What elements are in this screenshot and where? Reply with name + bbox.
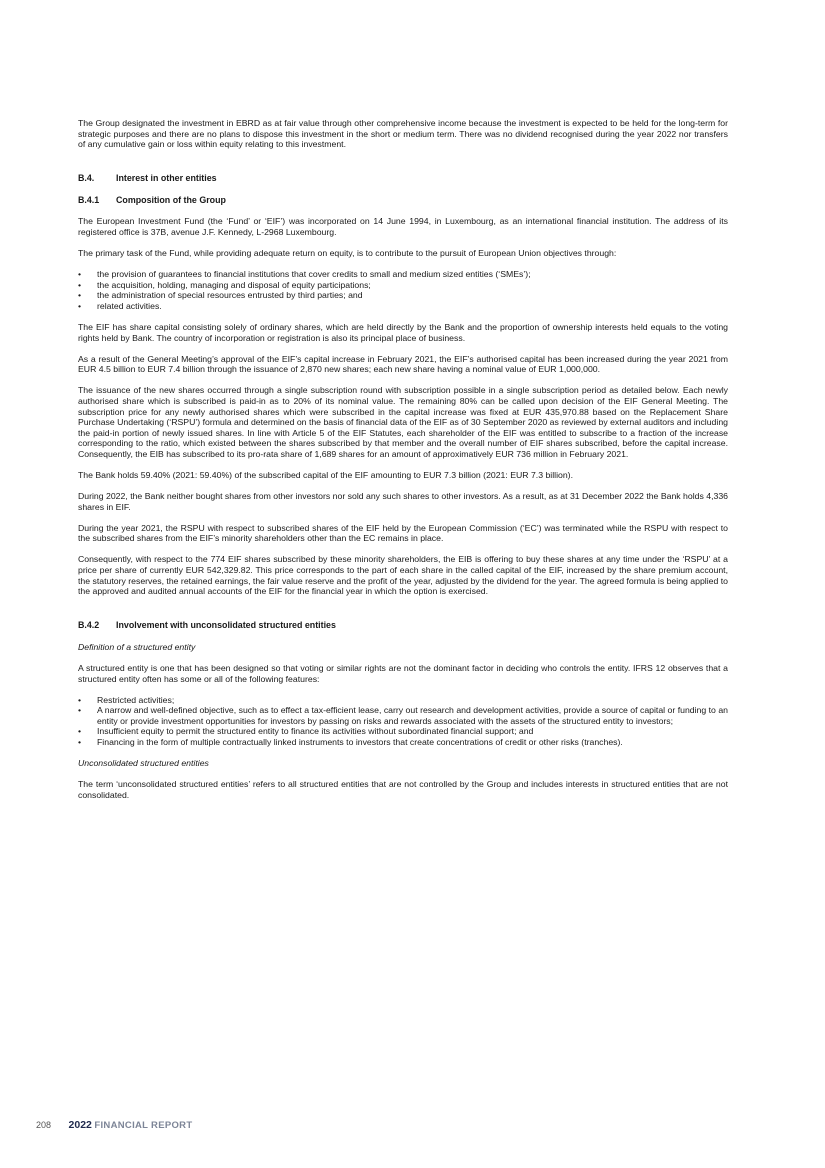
paragraph-rspu-2021: During the year 2021, the RSPU with respect to subscribed shares of the EIF held by the European Commission (‘EC’) was terminated while the RSPU with respect to the subscribed shares from the EIF’s minority shareholders other than the EC remains in place. <box>78 522 728 544</box>
section-title: Interest in other entities <box>116 173 217 184</box>
list-item: • related activities. <box>78 300 162 311</box>
paragraph-capital-increase: As a result of the General Meeting’s approval of the EIF’s capital increase in February 2021, the EIF’s authorised capital has been increased during the year 2021 from EUR 4.5 billion to EUR 7.4 billion through the issuance of 2,870 new shares; each new share having a nominal value of EUR 1,000,000. <box>78 353 728 375</box>
bullet-icon: • <box>78 705 82 716</box>
section-number: B.4.2 <box>78 620 100 631</box>
list-item: • Restricted activities; <box>78 694 175 705</box>
paragraph-bank-holding: The Bank holds 59.40% (2021: 59.40%) of the subscribed capital of the EIF amounting to EUR 7.3 billion (2021: EUR 7.3 billion). <box>78 469 573 480</box>
paragraph-new-shares: The issuance of the new shares occurred through a single subscription round with subscription possible in a single subscription period as detailed below. Each newly authorised share which is subscribed is paid-in as to 20% of its nominal value. The remaining 80% can be called upon decision of the EIF General Meeting. The subscription price for any newly authorised shares which were subscribed in the capital increase was fixed at EUR 435,970.88 based on the Replacement Share Purchase Undertaking (‘RSPU’) formula and determined on the basis of financial data of the EIF as of 30 September 2020 as reviewed by external auditors and including the paid-in portion of newly issued shares. In line with Article 5 of the EIF Statutes, each shareholder of the EIF was entitled to subscribe to a fraction of the increase corresponding to the ratio, which existed between the shares subscribed by that member and the overall number of EIF shares subscribed, before the capital increase. Consequently, the EIB has subscribed to its pro-rata share of 1,689 shares for an amount of approximatively EUR 736 million in February 2021. <box>78 385 728 459</box>
bullet-icon: • <box>78 300 82 311</box>
bullet-icon: • <box>78 726 82 737</box>
section-title: Involvement with unconsolidated structured entities <box>116 620 336 631</box>
section-heading-b41 <box>78 195 728 206</box>
list-item: • Insufficient equity to permit the structured entity to finance its activities without subordinated financial support; and <box>78 726 534 737</box>
objectives-list <box>78 269 728 311</box>
list-item: • A narrow and well-defined objective, such as to effect a tax-efficient lease, carry out research and development activities, provide a source of capital or funding to an entity or provide investment opportunities for investors by passing on risks and rewards associated with the assets of the structured entity to investors; <box>78 705 728 726</box>
paragraph-unconsolidated: The term ‘unconsolidated structured entities’ refers to all structured entities that are not controlled by the Group and includes interests in structured entities that are not consolidated. <box>78 779 728 800</box>
bullet-icon: • <box>78 279 82 290</box>
bullet-icon: • <box>78 269 82 280</box>
page-number: 208 <box>36 1120 52 1130</box>
list-item: • Financing in the form of multiple contractually linked instruments to investors that create concentrations of credit or other risks (tranches). <box>78 736 623 747</box>
bullet-icon: • <box>78 290 82 301</box>
section-heading-b4 <box>78 173 728 184</box>
paragraph-ebrd: The Group designated the investment in EBRD as at fair value through other comprehensive income because the investment is expected to be held for the long-term for strategic purposes and there are no plans to dispose this investment in the short or medium term. There was no dividend recognised during the year 2022 nor transfers of any cumulative gain or loss within equity relating to this investment. <box>78 118 728 150</box>
bullet-icon: • <box>78 694 82 705</box>
subheading-definition: Definition of a structured entity <box>78 641 196 652</box>
list-item: • the provision of guarantees to financial institutions that cover credits to small and medium sized entities (‘SMEs’); <box>78 269 531 280</box>
report-year: 2022 <box>68 1119 92 1131</box>
section-title: Composition of the Group <box>116 194 226 205</box>
page-content <box>78 118 728 811</box>
section-number: B.4.1 <box>78 194 100 205</box>
report-title: FINANCIAL REPORT <box>94 1120 193 1131</box>
paragraph-rspu-price: Consequently, with respect to the 774 EIF shares subscribed by these minority shareholders, the EIB is offering to buy these shares at any time under the ‘RSPU’ at a price per share of currently EUR 542,329.82. This price corresponds to the part of each share in the called capital of the EIF, increased by the share premium account, the statutory reserves, the retained earnings, the fair value reserve and the profit of the year, adjusted by the dividend for the year. The agreed formula is being applied to the approved and audited annual accounts of the EIF for the financial year in which the option is exercised. <box>78 554 728 597</box>
page-footer <box>36 1119 192 1132</box>
list-item: • the acquisition, holding, managing and disposal of equity participations; <box>78 279 371 290</box>
list-item: • the administration of special resources entrusted by third parties; and <box>78 290 363 301</box>
features-list <box>78 695 728 748</box>
section-heading-b42 <box>78 620 728 631</box>
paragraph-structured-entity: A structured entity is one that has been designed so that voting or similar rights are not the dominant factor in deciding who controls the entity. IFRS 12 observes that a structured entity often has some or all of the following features: <box>78 662 728 684</box>
paragraph-shares-2022: During 2022, the Bank neither bought shares from other investors nor sold any such shares to other investors. As a result, as at 31 December 2022 the Bank holds 4,336 shares in EIF. <box>78 491 728 512</box>
paragraph-primary-task: The primary task of the Fund, while providing adequate return on equity, is to contribute to the pursuit of European Union objectives through: <box>78 247 617 258</box>
paragraph-share-capital: The EIF has share capital consisting solely of ordinary shares, which are held directly by the Bank and the proportion of ownership interests held equals to the voting rights held by Bank. The country of incorporation or registration is also its principal place of business. <box>78 321 728 343</box>
paragraph-eif-incorporation: The European Investment Fund (the ‘Fund’ or ‘EIF’) was incorporated on 14 June 1994, in Luxembourg, as an international financial institution. The address of its registered office is 37B, avenue J.F. Kennedy, L-2968 Luxembourg. <box>78 216 728 237</box>
subheading-unconsolidated: Unconsolidated structured entities <box>78 758 209 769</box>
bullet-icon: • <box>78 736 82 747</box>
section-number: B.4. <box>78 173 95 184</box>
